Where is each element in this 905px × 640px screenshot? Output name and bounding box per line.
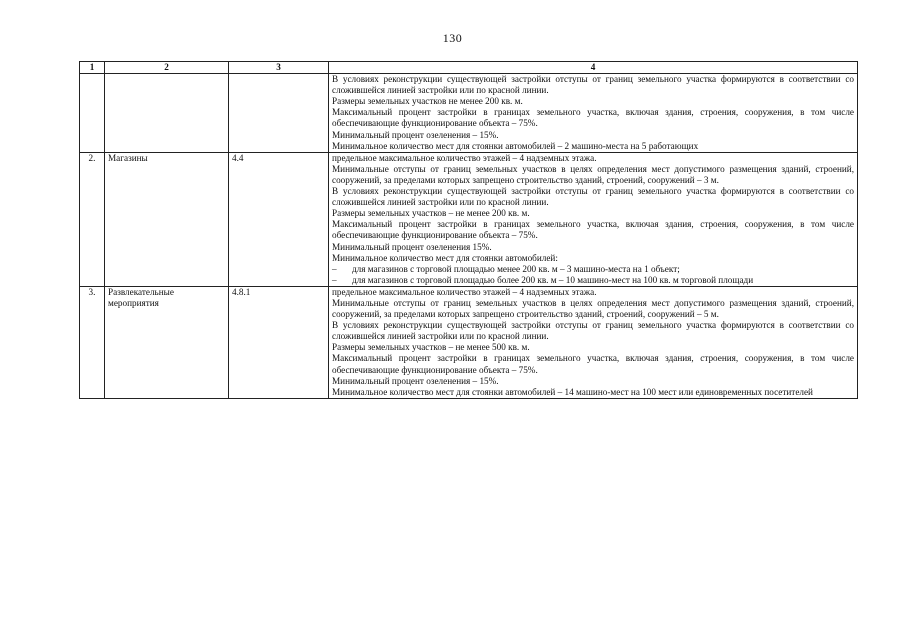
cell-parameters — [329, 152, 858, 286]
parameter-text: Максимальный процент застройки в границах земельного участка, включая здания, строения, сооружения, в том числе обеспечивающие функционирование объекта – 75%. — [332, 219, 854, 241]
parameter-text: Размеры земельных участков – не менее 500 кв. м. — [332, 342, 530, 353]
parameter-text: Размеры земельных участков – не менее 200 кв. м. — [332, 208, 530, 219]
column-header-3: 3 — [229, 62, 329, 74]
parameter-text: Минимальное количество мест для стоянки автомобилей: — [332, 252, 558, 263]
column-header-1: 1 — [80, 62, 105, 74]
cell-code: 4.8.1 — [229, 286, 329, 398]
bullet-text: для магазинов с торговой площадью более 200 кв. м – 10 машино-мест на 100 кв. м торговой площади — [352, 274, 754, 285]
parameter-text: В условиях реконструкции существующей застройки отступы от границ земельного участка формируются в соответствии со сложившейся линией застройки или по красной линии. — [332, 74, 854, 96]
cell-name — [105, 74, 229, 153]
parameter-text: Максимальный процент застройки в границах земельного участка, включая здания, строения, сооружения, в том числе обеспечивающие функционирование объекта – 75%. — [332, 353, 854, 375]
parameter-text: предельное максимальное количество этажей – 4 надземных этажа. — [332, 286, 597, 297]
bullet-item — [332, 275, 854, 286]
table-row-continuation — [80, 74, 858, 153]
dash-bullet-icon: – — [332, 274, 337, 285]
cell-num — [80, 74, 105, 153]
parameter-text: Минимальный процент озеленения – 15%. — [332, 129, 499, 140]
column-header-2: 2 — [105, 62, 229, 74]
table-row — [80, 152, 858, 286]
cell-parameters — [329, 286, 858, 398]
parameter-text: В условиях реконструкции существующей застройки отступы от границ земельного участка формируются в соответствии со сложившейся линией застройки или по красной линии. — [332, 186, 854, 208]
parameter-text: предельное максимальное количество этажей – 4 надземных этажа. — [332, 152, 597, 163]
cell-code — [229, 74, 329, 153]
regulations-table — [79, 61, 858, 399]
page-number: 130 — [442, 31, 463, 45]
parameter-text: Максимальный процент застройки в границах земельного участка, включая здания, строения, сооружения, в том числе обеспечивающие функционирование объекта – 75%. — [332, 107, 854, 129]
cell-num: 3. — [80, 286, 105, 398]
parameter-text: Минимальное количество мест для стоянки автомобилей – 2 машино-места на 5 работающих — [332, 140, 699, 151]
parameter-text: Минимальный процент озеленения – 15%. — [332, 375, 499, 386]
bullet-item — [332, 264, 854, 275]
parameter-text: В условиях реконструкции существующей застройки отступы от границ земельного участка формируются в соответствии со сложившейся линией застройки или по красной линии. — [332, 320, 854, 342]
parameter-text: Размеры земельных участков не менее 200 кв. м. — [332, 96, 523, 107]
cell-parameters — [329, 74, 858, 153]
column-header-4: 4 — [329, 62, 858, 74]
cell-name: Магазины — [105, 152, 229, 286]
bullet-text: для магазинов с торговой площадью менее 200 кв. м – 3 машино-места на 1 объект; — [352, 263, 680, 274]
table-header-row — [80, 62, 858, 74]
parameter-text: Минимальные отступы от границ земельных участков в целях определения мест допустимого размещения зданий, строений, сооружений, за пределами которых запрещено строительство зданий, строений, сооружений – 5 м. — [332, 297, 854, 320]
parameter-text: Минимальные отступы от границ земельных участков в целях определения мест допустимого размещения зданий, строений, сооружений, за пределами которых запрещено строительство зданий, строений, сооружений – 3 м. — [332, 163, 854, 185]
cell-code: 4.4 — [229, 152, 329, 286]
cell-name: Развлекательные мероприятия — [105, 286, 229, 398]
parameter-text: Минимальное количество мест для стоянки автомобилей – 14 машино-мест на 100 мест или единовременных посетителей — [332, 386, 813, 397]
dash-bullet-icon: – — [332, 263, 337, 274]
cell-num: 2. — [80, 152, 105, 286]
parameter-text: Минимальный процент озеленения 15%. — [332, 241, 492, 252]
table-row — [80, 286, 858, 398]
